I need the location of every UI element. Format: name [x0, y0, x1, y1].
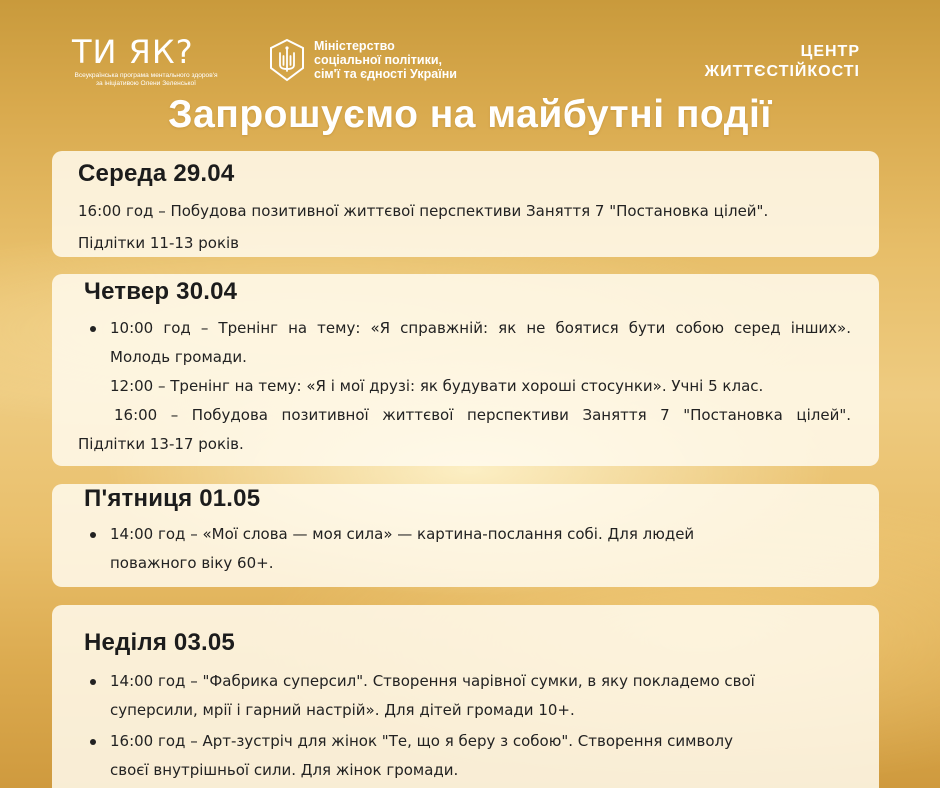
- day-heading: Неділя 03.05: [84, 629, 235, 656]
- event-list: [78, 314, 851, 372]
- trident-shield-icon: [268, 38, 306, 82]
- event-line: Підлітки 13-17 років.: [78, 435, 244, 453]
- event-line: 16:00 – Побудова позитивної життєвої перспективи Заняття 7 "Постановка цілей".: [114, 406, 851, 424]
- event-line: Молодь громади.: [110, 348, 247, 366]
- event-card-wednesday: [52, 151, 879, 257]
- list-item: [78, 520, 851, 578]
- day-heading: Середа 29.04: [78, 160, 235, 187]
- event-list: [78, 667, 851, 785]
- day-heading: Четвер 30.04: [84, 278, 238, 305]
- event-line: 16:00 год – Побудова позитивної життєвої перспективи Заняття 7 "Постановка цілей".: [78, 202, 769, 220]
- event-line: 14:00 год – "Фабрика суперсил". Створення чарівної сумки, в яку покладемо свої: [110, 672, 755, 690]
- ministry-name: Міністерство соціальної політики, сім'ї та єдності України: [314, 39, 457, 81]
- bullet-icon: [90, 739, 96, 745]
- event-line: 10:00 год – Тренінг на тему: «Я справжній: як не боятися бути собою серед інших».: [110, 319, 851, 337]
- event-card-thursday: [52, 274, 879, 466]
- event-line: 12:00 – Тренінг на тему: «Я і мої друзі: як будувати хороші стосунки». Учні 5 клас.: [110, 377, 764, 395]
- bullet-icon: [90, 532, 96, 538]
- event-line: суперсили, мрії і гарний настрій». Для дітей громади 10+.: [110, 701, 575, 719]
- event-card-friday: [52, 484, 879, 587]
- ministry-logo: [268, 38, 457, 82]
- event-line: Підлітки 11-13 років: [78, 234, 240, 252]
- bullet-icon: [90, 326, 96, 332]
- tyiak-logo-subtitle: Всеукраїнська програма ментального здоров'я за ініціативою Олени Зеленської: [74, 72, 218, 87]
- event-list: [78, 520, 851, 578]
- list-item: [78, 727, 851, 785]
- page-title: Запрошуємо на майбутні події: [168, 93, 772, 136]
- list-item: [78, 667, 851, 725]
- event-line: поважного віку 60+.: [110, 554, 274, 572]
- event-card-sunday: [52, 605, 879, 788]
- resilience-center-logo: ЦЕНТР ЖИТТЄСТІЙКОСТІ: [704, 43, 860, 80]
- day-heading: П'ятниця 01.05: [84, 485, 261, 512]
- tyiak-logo: [56, 34, 236, 88]
- event-line: 14:00 год – «Мої слова — моя сила» — картина-послання собі. Для людей: [110, 525, 695, 543]
- event-line: 16:00 год – Арт-зустріч для жінок "Те, що я беру з собою". Створення символу: [110, 732, 733, 750]
- bullet-icon: [90, 679, 96, 685]
- list-item: [78, 314, 851, 372]
- event-line: своєї внутрішньої сили. Для жінок громади.: [110, 761, 459, 779]
- tyiak-logo-mark: ТИ ЯК?: [72, 33, 194, 71]
